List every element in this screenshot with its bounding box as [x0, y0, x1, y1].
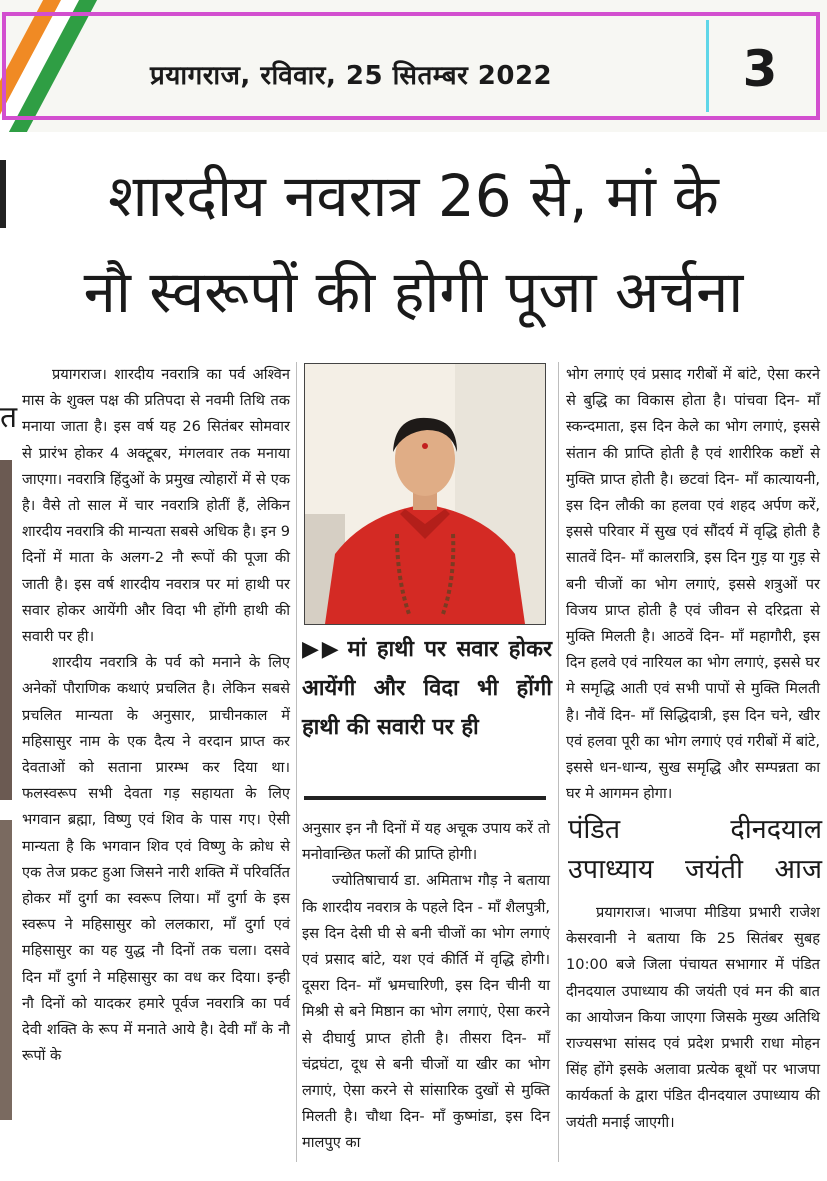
headline-line-2: नौ स्वरूपों की होगी पूजा अर्चना — [83, 258, 744, 326]
edge-fragment-char: त — [0, 400, 18, 435]
portrait-illustration — [305, 364, 545, 624]
pull-quote — [302, 630, 552, 790]
article-paragraph: अनुसार इन नौ दिनों में यह अचूक उपाय करें तो मनोवान्छित फलों की प्राप्ति होगी। — [302, 820, 550, 864]
side-story-paragraph: प्रयागराज। भाजपा मीडिया प्रभारी राजेश केसरवानी ने बताया कि 25 सितंबर सुबह 10:00 बजे जिला पंचायत सभागार में पंडित दीनदयाल उपाध्याय की जयंती एवं मन की बात का आयोजन किया जाएगा जिसके मुख्य अतिथि राज्यसभा सांसद एवं प्रदेश प्रभारी राधा मोहन सिंह होंगे इसके अलावा प्रत्येक बूथों पर भाजपा कार्यकर्ता के द्वारा पंडित दीनदयाल उपाध्याय की जयंती मनाई जाएगी। — [566, 904, 820, 1131]
masthead-band — [0, 0, 827, 132]
article-column-2 — [302, 816, 550, 1160]
column-rule — [296, 362, 297, 1162]
article-paragraph: शारदीय नवरात्रि के पर्व को मनाने के लिए अनेकों पौराणिक कथाएं प्रचलित है। लेकिन सबसे प्रचलित मान्यता के अनुसार, प्राचीनकाल में महिसासुर नाम के एक दैत्य ने वरदान प्राप्त कर देवताओं को सताना प्रारम्भ कर दिया था। फलस्वरूप सभी देवता गड़ सहायता के लिए भगवान ब्रह्मा, विष्णु एवं शिव के पास गए। ऐसी मान्यता है कि भगवान शिव एवं विष्णु के क्रोध से एक तेज प्रकट हुआ जिसने नारी शक्ति में परिवर्तित होकर माँ दुर्गा का स्वरूप लिया। माँ दुर्गा के इस स्वरूप ने महिसासुर को ललकारा, माँ दुर्गा एवं महिसासुर का यह युद्ध नौ दिनों तक चला। दसवे दिन माँ दुर्गा ने महिसासुर का वध कर दिया। इन्ही नौ दिनों को यादकर हमारे पूर्वज नवरात्रि का पर्व देवी शक्ति के रूप में मनाते आये है। देवी माँ के नौ रूपों के — [22, 654, 290, 1065]
article-column-1 — [22, 362, 290, 1162]
pull-quote-text: मां हाथी पर सवार होकर आयेंगी और विदा भी होंगी हाथी की सवारी पर ही — [302, 637, 552, 740]
dateline: प्रयागराज, रविवार, 25 सितम्बर 2022 — [150, 61, 553, 91]
pull-quote-rule — [304, 796, 546, 800]
side-story-headline — [568, 810, 822, 900]
main-headline — [0, 148, 827, 353]
article-column-3 — [566, 362, 820, 808]
pull-quote-arrow-icon: ▶▶ — [302, 637, 342, 662]
column-rule — [558, 362, 559, 1162]
article-paragraph: ज्योतिषाचार्य डा. अमिताभ गौड़ ने बताया कि शारदीय नवरात्र के पहले दिन - माँ शैलपुत्री, इस दिन देसी घी से बनी चीजों का भोग लगाएं एवं प्रसाद बांटे, यश एवं कीर्ति में वृद्धि होगी। दूसरा दिन- माँ भ्रमचारिणी, इस दिन चीनी या मिश्री से बने मिष्ठान का भोग लगाएं, ऐसा करने से दीघार्यु प्राप्त होती है। तीसरा दिन- माँ चंद्रघंटा, दूध से बनी चीजों या खीर का भोग लगाएं, ऐसा करने से सांसारिक दुखों से मुक्ति मिलती है। चौथा दिन- माँ कुष्मांडा, इस दिन मालपुए का — [302, 872, 550, 1152]
edge-fragment-image — [0, 460, 12, 800]
page-number: 3 — [742, 40, 778, 98]
article-paragraph: प्रयागराज। शारदीय नवरात्रि का पर्व अश्विन मास के शुक्ल पक्ष की प्रतिपदा से नवमी तिथि तक मनाया जाता है। इस वर्ष यह 26 सितंबर सोमवार से प्रारंभ होकर 4 अक्टूबर, मंगलवार तक मनाया जाएगा। नवरात्रि हिंदुओं के प्रमुख त्योहारों में से एक है। वैसे तो साल में चार नवरात्रि होतीं हैं, लेकिन शारदीय नवरात्रि की मान्यता सबसे अधिक है। इन 9 दिनों में माता के अलग-2 नौ रूपों की पूजा की जाती है। इस वर्ष शारदीय नवरात्र पर मां हाथी पर सवार होकर आयेंगी और विदा भी होंगी हाथी की सवारी पर ही। — [22, 366, 290, 646]
side-story-headline-line-1: पंडित दीनदयाल — [568, 814, 822, 845]
side-story-body — [566, 900, 820, 1160]
article-paragraph: भोग लगाएं एवं प्रसाद गरीबों में बांटे, ऐसा करने से बुद्धि का विकास होता है। पांचवा दिन- माँ स्कन्दमाता, इस दिन केले का भोग लगाएं, इससे संतान की प्राप्ति होती है एवं शारीरिक कष्टों से मुक्ति प्राप्त होती है। छटवां दिन- माँ कात्यायनी, इस दिन लौकी का हलवा एवं शहद अर्पण करें, इससे परिवार में सुख एवं सौंदर्य में वृद्धि होती है सातवें दिन- माँ कालरात्रि, इस दिन गुड़ या गुड़ से बनी चीजों का भोग लगाएं, इससे शत्रुओं पर विजय प्राप्त होती है एवं जीवन से दरिद्रता से मुक्ति मिलती है। आठवें दिन- माँ महागौरी, इस दिन हलवे एवं नारियल का भोग लगाएं, इससे घर मे समृद्धि आती एवं सभी पापों से मुक्ति मिलती है। नौवें दिन- माँ सिद्धिदात्री, इस दिन चने, खीर एवं हलवा पूरी का भोग लगाएं एवं गरीबों में बांटे, इससे धन-धान्य, सुख समृद्धि और सम्पन्नता का घर मे आगमन होगा। — [566, 366, 820, 803]
author-photo — [304, 363, 546, 625]
headline-line-1: शारदीय नवरात्र 26 से, मां के — [108, 162, 719, 230]
masthead-divider — [706, 20, 709, 112]
edge-fragment-image — [0, 820, 12, 1120]
side-story-headline-line-2: उपाध्याय जयंती आज — [568, 854, 822, 885]
